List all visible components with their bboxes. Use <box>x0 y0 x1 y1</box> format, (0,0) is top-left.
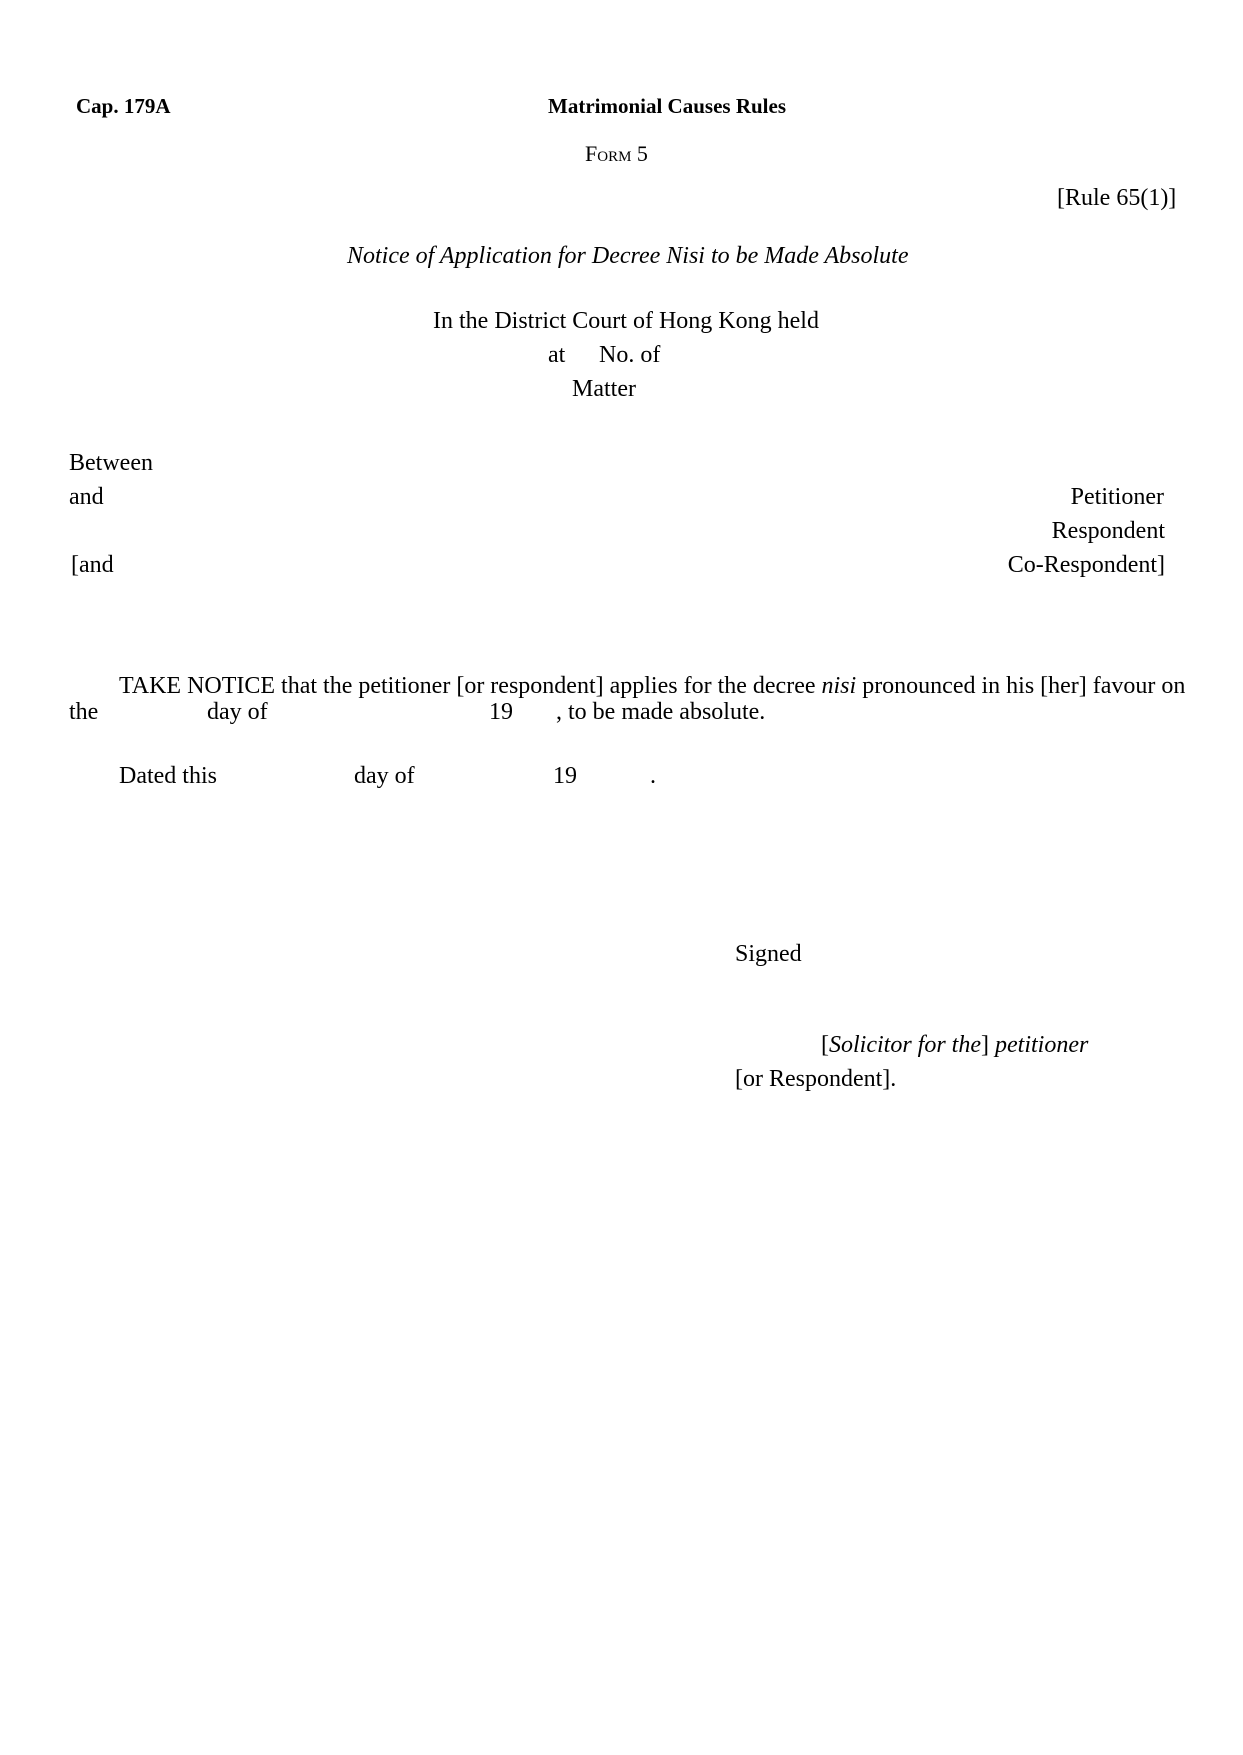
court-number-of: No. of <box>599 342 661 368</box>
co-respondent-label: Co-Respondent] <box>1007 552 1165 578</box>
signatory-bracket-open: [ <box>821 1032 829 1058</box>
notice-end: , to be made absolute. <box>556 699 766 725</box>
notice-text-a: TAKE NOTICE that the petitioner [or respondent] applies for the decree <box>119 673 822 699</box>
notice-year: 19 <box>489 699 513 725</box>
notice-line-1 <box>119 674 1185 698</box>
form-number: Form 5 <box>585 141 648 166</box>
notice-the: the <box>69 699 99 725</box>
rule-reference: [Rule 65(1)] <box>1057 185 1177 211</box>
court-matter: Matter <box>572 376 636 402</box>
dated-day-of: day of <box>354 763 415 789</box>
court-at: at <box>548 342 566 368</box>
dated-year: 19 <box>553 763 577 789</box>
signatory-line <box>821 1033 1088 1057</box>
notice-day-of: day of <box>207 699 268 725</box>
signed-label: Signed <box>735 941 802 967</box>
signatory-solicitor: Solicitor for the <box>829 1032 981 1058</box>
notice-text-b: pronounced in his [her] favour on <box>856 673 1186 699</box>
and-label: and <box>69 484 104 510</box>
respondent-label: Respondent <box>1051 518 1165 544</box>
dated-label: Dated this <box>119 763 217 789</box>
form-heading: Notice of Application for Decree Nisi to be Made Absolute <box>347 243 909 269</box>
court-line: In the District Court of Hong Kong held <box>433 308 819 334</box>
signatory-or-respondent: [or Respondent]. <box>735 1066 897 1092</box>
dated-end: . <box>650 763 656 789</box>
document-title: Matrimonial Causes Rules <box>548 94 786 118</box>
and-bracket-label: [and <box>71 552 114 578</box>
chapter-number: Cap. 179A <box>76 94 171 118</box>
signatory-bracket-close: ] <box>981 1032 995 1058</box>
petitioner-label: Petitioner <box>1070 484 1164 510</box>
signatory-petitioner: petitioner <box>995 1032 1089 1058</box>
between-label: Between <box>69 450 153 476</box>
notice-nisi: nisi <box>821 673 857 699</box>
